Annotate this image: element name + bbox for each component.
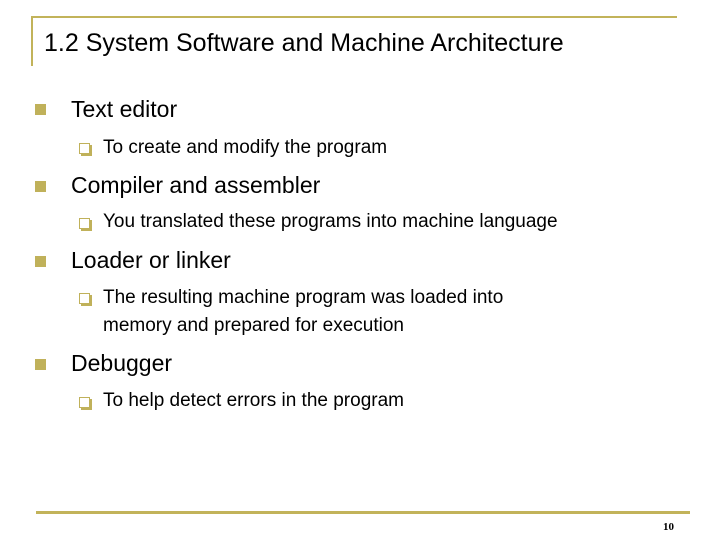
sub-bullet-loader-linker-line2: memory and prepared for execution <box>103 315 404 336</box>
page-number: 10 <box>663 521 674 533</box>
title-frame-left-rule <box>31 16 33 66</box>
box-bullet-icon <box>79 293 90 304</box>
square-bullet-icon <box>35 181 46 192</box>
bullet-compiler-assembler: Compiler and assembler <box>71 172 321 198</box>
box-bullet-icon <box>79 218 90 229</box>
bullet-text-editor: Text editor <box>71 96 178 122</box>
footer-rule <box>36 511 690 514</box>
sub-bullet-text-editor: To create and modify the program <box>103 137 388 158</box>
box-bullet-icon <box>79 143 90 154</box>
square-bullet-icon <box>35 104 46 115</box>
square-bullet-icon <box>35 256 46 267</box>
sub-bullet-loader-linker-line1: The resulting machine program was loaded into <box>103 287 504 308</box>
bullet-debugger: Debugger <box>71 350 173 376</box>
slide-title: 1.2 System Software and Machine Architecture <box>44 29 564 57</box>
box-bullet-icon <box>79 397 90 408</box>
square-bullet-icon <box>35 359 46 370</box>
sub-bullet-debugger: To help detect errors in the program <box>103 390 404 411</box>
title-frame-top-rule <box>31 16 677 18</box>
sub-bullet-compiler-assembler: You translated these programs into machine language <box>103 211 558 232</box>
bullet-loader-linker: Loader or linker <box>71 247 231 273</box>
